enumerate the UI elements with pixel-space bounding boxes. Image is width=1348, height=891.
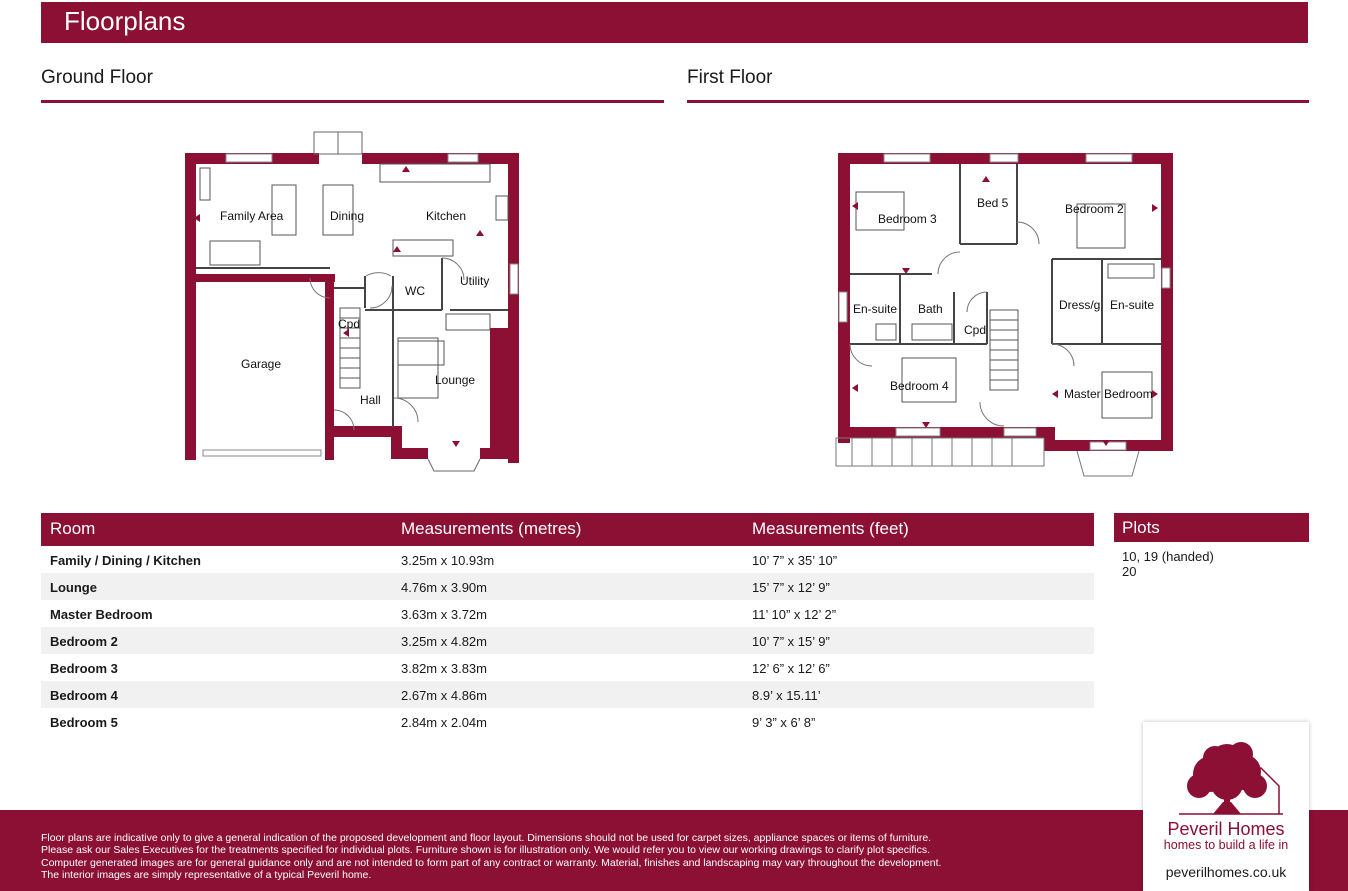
ground-room-label: WC	[405, 284, 425, 298]
ground-room-label: Family Area	[220, 209, 284, 223]
table-body	[41, 546, 1094, 735]
first-room-label: En-suite	[853, 302, 898, 316]
table-header	[41, 513, 1094, 546]
room-feet: 9’ 3” x 6’ 8”	[752, 715, 816, 730]
room-name: Lounge	[50, 580, 97, 595]
first-room-label: Bedroom 3	[878, 212, 937, 226]
room-metres: 2.84m x 2.04m	[401, 715, 487, 730]
room-name: Bedroom 4	[50, 688, 118, 703]
first-room-label: En-suite	[1110, 298, 1155, 312]
ground-room-label: Hall	[360, 393, 381, 407]
table-row	[41, 573, 1094, 600]
room-feet: 10’ 7” x 35’ 10”	[752, 553, 838, 568]
room-feet: 15’ 7” x 12’ 9”	[752, 580, 830, 595]
room-metres: 2.67m x 4.86m	[401, 688, 487, 703]
plots-line: 10, 19 (handed)	[1122, 549, 1214, 564]
room-feet: 10’ 7” x 15’ 9”	[752, 634, 830, 649]
table-row	[41, 546, 1094, 573]
first-room-label: Bedroom 4	[890, 379, 949, 393]
disclaimer-line: The interior images are simply representative of a typical Peveril home.	[41, 869, 372, 882]
first-room-label: Bed 5	[977, 196, 1009, 210]
ground-floor-rule	[41, 100, 664, 103]
room-metres: 4.76m x 3.90m	[401, 580, 487, 595]
first-floor-heading: First Floor	[687, 67, 773, 88]
ground-room-label: Lounge	[435, 373, 476, 387]
room-metres: 3.25m x 10.93m	[401, 553, 495, 568]
first-room-label: Dress/g	[1059, 298, 1101, 312]
column-header-room: Room	[50, 519, 96, 538]
logo-tagline: homes to build a life in	[1163, 838, 1289, 852]
first-floor-plan	[832, 144, 1177, 482]
title-bar	[41, 2, 1308, 43]
table-row	[41, 627, 1094, 654]
peveril-homes-logo	[1143, 722, 1309, 891]
first-room-label: Bath	[918, 302, 943, 316]
room-name: Bedroom 2	[50, 634, 118, 649]
room-feet: 8.9’ x 15.11’	[752, 688, 821, 703]
logo-brand-name: Peveril Homes	[1167, 819, 1285, 839]
column-header-feet: Measurements (feet)	[752, 519, 909, 538]
first-floor-rule	[687, 100, 1309, 103]
ground-room-label: Kitchen	[426, 209, 467, 223]
table-row	[41, 600, 1094, 627]
room-name: Family / Dining / Kitchen	[50, 553, 201, 568]
table-row	[41, 654, 1094, 681]
page-title: Floorplans	[64, 6, 186, 36]
room-metres: 3.63m x 3.72m	[401, 607, 487, 622]
room-name: Bedroom 3	[50, 661, 118, 676]
plots-header	[1114, 513, 1309, 542]
plots-line: 20	[1122, 564, 1137, 579]
room-metres: 3.25m x 4.82m	[401, 634, 487, 649]
room-name: Master Bedroom	[50, 607, 153, 622]
disclaimer-line: Floor plans are indicative only to give a general indication of the proposed development and floor layout. Dimensions should not be used for carpet sizes, appliance spaces or items of furniture.	[41, 832, 932, 844]
disclaimer-line: Computer generated images are for general guidance only and are not intended to form part of any contract or warranty. Material, finishes and landscaping may vary throughout the development.	[41, 856, 942, 869]
room-name: Bedroom 5	[50, 715, 118, 730]
table-row	[41, 681, 1094, 708]
disclaimer-line: Please ask our Sales Executives for the treatments specified for individual plots. Furniture shown is for illustration only. We would refer you to view our working drawings to clarify plot specifics.	[41, 844, 931, 857]
room-metres: 3.82m x 3.83m	[401, 661, 487, 676]
disclaimer	[41, 832, 1111, 882]
room-feet: 12’ 6” x 12’ 6”	[752, 661, 830, 676]
column-header-metres: Measurements (metres)	[401, 519, 582, 538]
first-room-label: Master Bedroom	[1064, 387, 1153, 401]
first-room-label: Cpd	[964, 323, 987, 337]
ground-floor-plan	[180, 128, 525, 475]
ground-floor-heading: Ground Floor	[41, 67, 153, 88]
first-room-label: Bedroom 2	[1065, 202, 1124, 216]
ground-room-label: Cpd	[338, 317, 361, 331]
plots-heading: Plots	[1122, 518, 1160, 537]
website-url: peverilhomes.co.uk	[1165, 864, 1287, 880]
room-feet: 11’ 10” x 12’ 2”	[752, 607, 837, 622]
ground-room-label: Dining	[330, 209, 365, 223]
plots-list	[1114, 542, 1309, 579]
ground-room-label: Garage	[241, 357, 282, 371]
plots-panel	[1114, 513, 1309, 579]
table-row	[41, 708, 1094, 735]
room-measurements-table	[41, 513, 1094, 735]
ground-room-label: Utility	[460, 274, 490, 288]
tree-house-icon	[1143, 722, 1309, 818]
